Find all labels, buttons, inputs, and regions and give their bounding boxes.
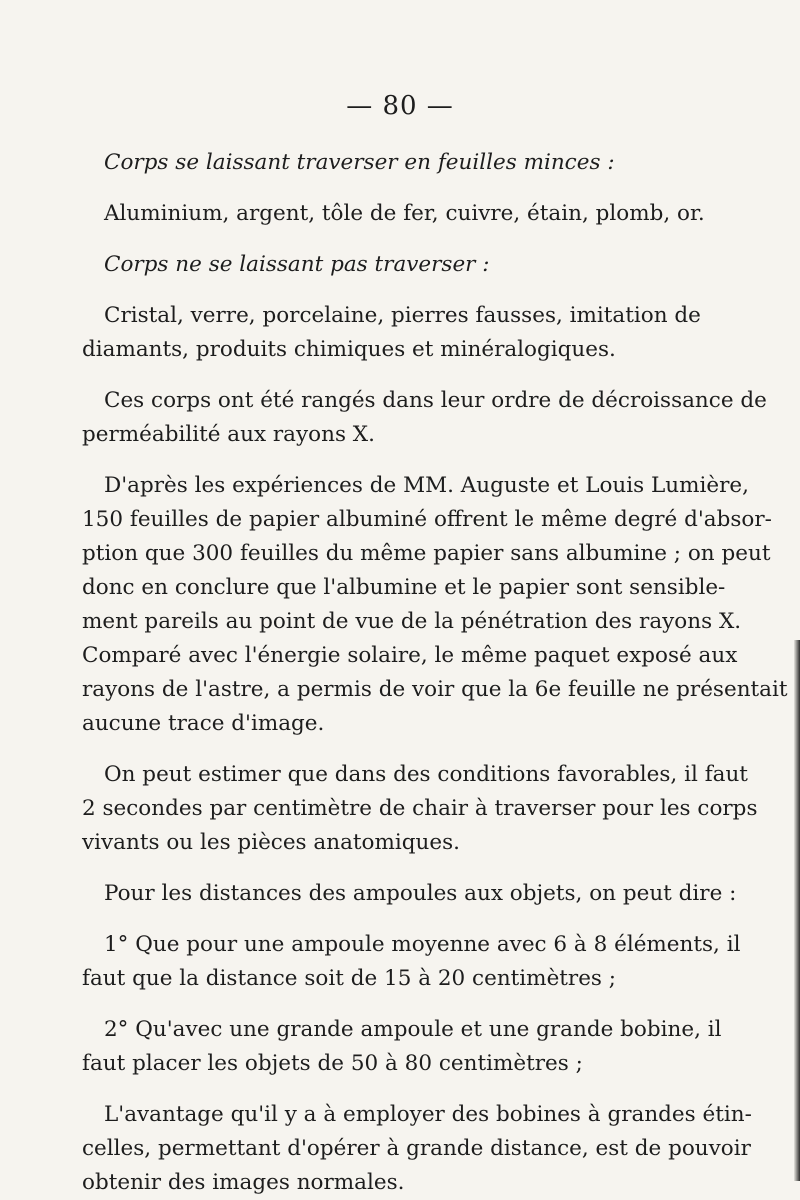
paragraph-gap xyxy=(82,741,758,758)
body-text xyxy=(82,146,788,1200)
text-line: Cristal, verre, porcelaine, pierres fausses, imitation de xyxy=(104,303,701,328)
page-number: — 80 — xyxy=(346,91,454,121)
paragraph xyxy=(82,469,788,741)
paragraph-gap xyxy=(82,911,758,928)
text-line: Comparé avec l'énergie solaire, le même paquet exposé aux xyxy=(82,643,738,668)
text-line: Aluminium, argent, tôle de fer, cuivre, étain, plomb, or. xyxy=(104,201,705,226)
text-line: 2° Qu'avec une grande ampoule et une grande bobine, il xyxy=(104,1017,722,1042)
text-line: Ces corps ont été rangés dans leur ordre de décroissance de xyxy=(104,388,767,413)
text-line: obtenir des images normales. xyxy=(82,1170,405,1195)
paragraph xyxy=(82,877,758,911)
text-line: faut placer les objets de 50 à 80 centimètres ; xyxy=(82,1051,583,1076)
text-line: L'avantage qu'il y a à employer des bobines à grandes étin- xyxy=(104,1102,752,1127)
text-line: ment pareils au point de vue de la pénétration des rayons X. xyxy=(82,609,742,634)
text-line: Corps se laissant traverser en feuilles minces : xyxy=(104,150,615,175)
paragraph xyxy=(82,1013,758,1081)
paragraph-gap xyxy=(82,996,758,1013)
text-line: ption que 300 feuilles du même papier sans albumine ; on peut xyxy=(82,541,771,566)
text-line: Pour les distances des ampoules aux objets, on peut dire : xyxy=(104,881,737,906)
text-line: 150 feuilles de papier albuminé offrent le même degré d'absor- xyxy=(82,507,772,532)
paragraph xyxy=(82,384,767,452)
text-line: D'après les expériences de MM. Auguste et Louis Lumière, xyxy=(104,473,749,498)
text-line: perméabilité aux rayons X. xyxy=(82,422,375,447)
text-line: diamants, produits chimiques et minéralogiques. xyxy=(82,337,616,362)
paragraph-gap xyxy=(82,1081,758,1098)
paragraph-gap xyxy=(82,452,758,469)
text-line: celles, permettant d'opérer à grande distance, est de pouvoir xyxy=(82,1136,751,1161)
text-line: On peut estimer que dans des conditions favorables, il faut xyxy=(104,762,748,787)
text-line: 2 secondes par centimètre de chair à traverser pour les corps xyxy=(82,796,758,821)
text-line: aucune trace d'image. xyxy=(82,711,325,736)
paragraph xyxy=(82,928,758,996)
paragraph-gap xyxy=(82,367,758,384)
paragraph-gap xyxy=(82,231,758,248)
page-edge-shadow xyxy=(794,640,800,1181)
text-line: rayons de l'astre, a permis de voir que la 6e feuille ne présentait xyxy=(82,677,788,702)
text-line: vivants ou les pièces anatomiques. xyxy=(82,830,460,855)
text-line: Corps ne se laissant pas traverser : xyxy=(104,252,490,277)
section-heading xyxy=(82,248,758,282)
paragraph-gap xyxy=(82,860,758,877)
paragraph xyxy=(82,299,758,367)
paragraph xyxy=(82,758,758,860)
text-line: faut que la distance soit de 15 à 20 centimètres ; xyxy=(82,966,617,991)
paragraph-gap xyxy=(82,180,758,197)
paragraph-gap xyxy=(82,282,758,299)
paragraph xyxy=(82,197,758,231)
paragraph xyxy=(82,1098,758,1200)
section-heading xyxy=(82,146,758,180)
text-line: donc en conclure que l'albumine et le papier sont sensible- xyxy=(82,575,726,600)
text-line: 1° Que pour une ampoule moyenne avec 6 à 8 éléments, il xyxy=(104,932,741,957)
